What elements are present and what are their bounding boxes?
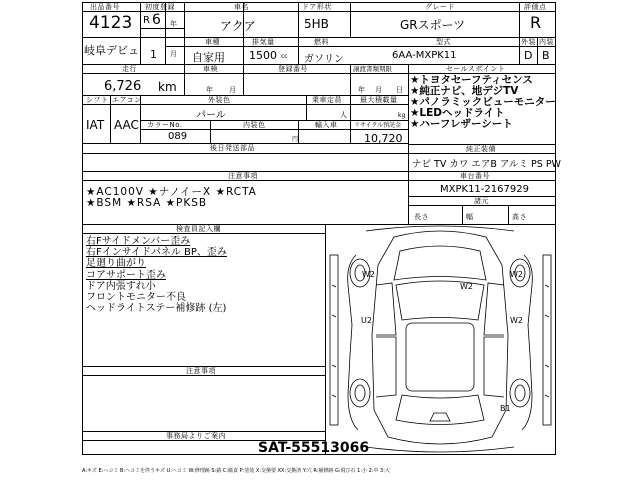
year-unit: 年 xyxy=(170,20,178,28)
sales-point-item: ★LEDヘッドライト xyxy=(410,107,505,119)
type-label: 型式 xyxy=(436,38,451,46)
chassis-label: 車台番号 xyxy=(460,172,490,180)
reg-month: 1 xyxy=(150,48,157,61)
damage-mark: W2 xyxy=(362,270,375,279)
door-type: 5HB xyxy=(304,17,329,31)
doc-day-unit: 日 xyxy=(396,86,404,94)
chassis-number: MXPK11-2167929 xyxy=(440,184,529,195)
cc-label: 排気量 xyxy=(252,38,275,46)
mileage-value: 6,726 xyxy=(104,79,142,94)
inspection-list xyxy=(86,236,227,314)
color-no-value: 089 xyxy=(168,131,188,142)
capacity-label: 乗車定員 xyxy=(312,96,342,104)
cc-unit: cc xyxy=(281,53,288,60)
reg-no-label: 登録番号 xyxy=(278,65,308,73)
ext-label: 外装 xyxy=(521,38,536,46)
inspection-item: 足廻り曲がり xyxy=(86,258,146,270)
ac-label: エアコン xyxy=(112,96,142,104)
inspection-item: コアサポート歪み xyxy=(86,269,166,281)
lot-label: 出品番号 xyxy=(90,3,120,11)
color-value: パール xyxy=(196,110,226,121)
mileage-label: 走行 xyxy=(122,65,137,73)
int-grade: B xyxy=(542,49,550,62)
sales-point-item: ★純正ナビ、地デジTV xyxy=(410,85,519,97)
capacity-unit: 人 xyxy=(340,111,348,119)
sales-point-item: ★トヨタセーフティセンス xyxy=(410,74,533,86)
ext-grade: D xyxy=(524,49,533,62)
reg-year: 6 xyxy=(152,12,161,28)
mileage-unit: km xyxy=(158,80,177,94)
inspection-item: 右Fサイドメンバー歪み xyxy=(86,236,191,247)
notes-line-1: ★AC100V ★ナノイーX ★RCTA xyxy=(86,186,257,198)
import-label: 輸入車 xyxy=(315,121,338,129)
grade-label: グレード xyxy=(425,3,455,11)
doc-parts-label: 後日発送部品 xyxy=(210,144,255,152)
doc-year-unit: 年 xyxy=(358,86,366,94)
recycle-value: 10,720 xyxy=(364,132,403,145)
damage-mark: B1 xyxy=(500,404,511,413)
inspection-item: フロントモニター不良 xyxy=(86,292,186,304)
score: R xyxy=(530,13,542,32)
car-damage-diagram xyxy=(326,225,555,454)
era: R xyxy=(143,15,150,26)
sat-number: SAT-55513066 xyxy=(258,440,370,456)
legend-line: A:キズ E:ヘコミ B:ヘコミを伴うキズ U:ヘコミ W:修理跡 S:錆 C:腐食 P:塗装 X:交換要 XX:交換済 Y:穴 R:補修跡 G:飛び石 1:小 2:中 3:大 xyxy=(82,468,390,474)
notes-line-2: ★BSM ★RSA ★PKSB xyxy=(86,197,208,209)
sales-point-item: ★ハーフレザーシート xyxy=(410,118,513,130)
width-label: 幅 xyxy=(466,213,474,221)
inspection-label: 検査員記入欄 xyxy=(176,225,221,233)
grade: GRスポーツ xyxy=(400,18,466,32)
shift-label: シフト xyxy=(86,96,109,104)
inspection-item: 右Fインサイドパネル BP、歪み xyxy=(86,247,227,259)
remarks-label: 注意事項 xyxy=(186,367,216,375)
int-label: 内装 xyxy=(539,38,554,46)
shift-value: IAT xyxy=(86,118,105,132)
cc-value: 1500 xyxy=(249,49,277,62)
inspect-year-unit: 年 xyxy=(206,86,214,94)
month-unit: 月 xyxy=(170,50,178,58)
equipment-label: 純正装備 xyxy=(466,145,496,153)
model-label: 車名 xyxy=(234,3,249,11)
sales-points-list xyxy=(410,75,556,130)
score-label: 評価点 xyxy=(524,3,547,11)
damage-mark: W2 xyxy=(510,316,523,325)
usage: 自家用 xyxy=(192,51,225,64)
ac-value: AAC xyxy=(114,118,139,132)
fuel-label: 燃料 xyxy=(314,38,329,46)
color-label: 外装色 xyxy=(208,96,231,104)
usage-label: 車種 xyxy=(205,38,220,46)
door-label: ドア形状 xyxy=(302,3,332,11)
damage-mark: U2 xyxy=(361,316,372,325)
dims-label: 諸元 xyxy=(474,197,489,205)
office-label: 事務局よりご案内 xyxy=(166,432,226,440)
inspect-month-unit: 月 xyxy=(229,86,237,94)
fuel: ガソリン xyxy=(304,54,344,65)
damage-mark: W2 xyxy=(510,270,523,279)
sales-point-item: ★パノラミックビューモニター xyxy=(410,96,556,108)
damage-mark: W2 xyxy=(460,282,473,291)
model-name: アクア xyxy=(220,19,256,33)
doc-date-label: 譲渡書類期限 xyxy=(353,65,392,73)
first-reg-label: 初度登録 xyxy=(145,3,175,11)
notes-label: 注意事項 xyxy=(228,172,258,180)
inspection-item: ヘッドライトステー補修跡 (左) xyxy=(86,303,227,315)
length-label: 長さ xyxy=(414,213,429,221)
inspection-item: ドア内張すれ小 xyxy=(86,280,156,292)
equipment-items: ナビ TV カワ エアB アルミ PS PW xyxy=(412,159,561,170)
lot-number: 4123 xyxy=(89,13,133,33)
interior-color-label: 内装色 xyxy=(243,121,266,129)
venue-name: 岐阜デビュ xyxy=(84,44,139,57)
height-label: 高さ xyxy=(512,213,527,221)
type-code: 6AA-MXPK11 xyxy=(392,50,457,61)
doc-month-unit: 月 xyxy=(375,86,383,94)
recycle-label: リサイクル預託金 xyxy=(354,122,402,129)
recycle-unit: 円 xyxy=(292,136,299,143)
sales-points-label: セールスポイント xyxy=(446,65,506,73)
color-no-label: カラーNo. xyxy=(147,121,183,129)
load-label: 最大積載量 xyxy=(360,96,398,104)
load-unit: kg xyxy=(398,112,406,119)
inspect-label: 車検 xyxy=(203,65,218,73)
